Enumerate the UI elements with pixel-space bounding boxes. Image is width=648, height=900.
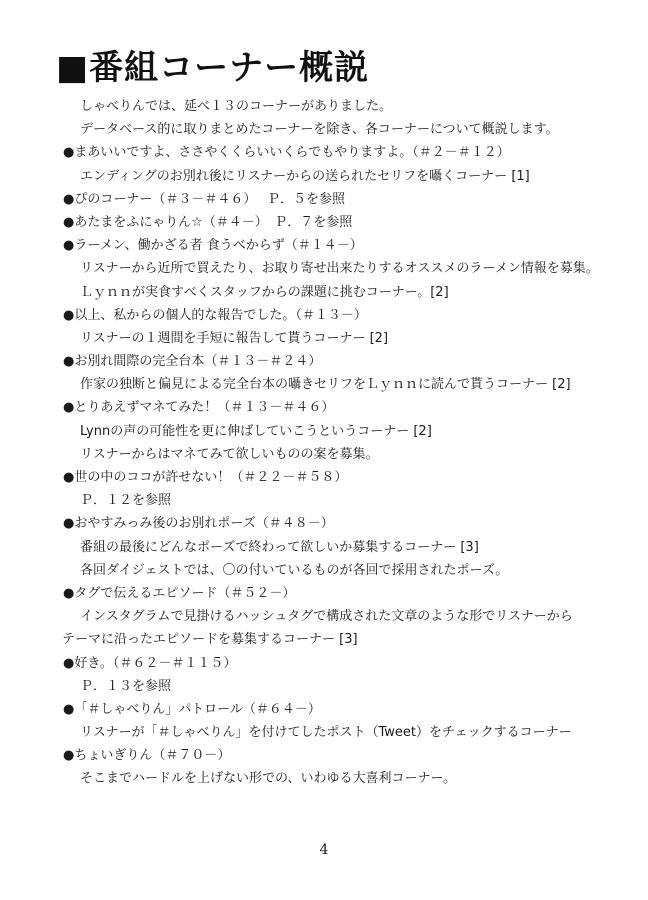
corner-title: ●ぴのコーナー（＃３－＃４６） Ｐ．５を参照: [63, 191, 345, 207]
corner-title: ●あたまをふにゃりん☆（＃４－） Ｐ．７を参照: [63, 214, 353, 230]
corner-description: インスタグラムで見掛けるハッシュタグで構成された文章のような形でリスナーから: [80, 609, 573, 625]
corner-description: リスナーが「＃しゃべりん」を付けてしたポスト（Tweet）をチェックするコーナー: [80, 725, 572, 741]
page-number: 4: [319, 842, 329, 858]
corner-title: ●ちょいぎりん（＃７０－）: [63, 748, 231, 764]
corner-title: ●おやすみっみ後のお別れポーズ（＃４８－）: [63, 516, 334, 532]
corner-description: Lynnの声の可能性を更に伸ばしていこうというコーナー [2]: [80, 423, 432, 439]
corner-title: ●世の中のココが許せない！（＃２２－＃５８）: [63, 470, 348, 485]
corner-description-continuation: テーマに沿ったエピソードを募集するコーナー [3]: [62, 632, 358, 648]
corner-title: ●お別れ間際の完全台本（＃１３－＃２４）: [63, 354, 322, 370]
corner-title: ●以上、私からの個人的な報告でした。（＃１３－）: [63, 307, 367, 323]
corner-description: Ｐ．１３を参照: [80, 678, 172, 694]
intro-line: しゃべりんでは、延べ１３のコーナーがありました。: [80, 99, 393, 114]
corner-title: ●「＃しゃべりん」パトロール（＃６４－）: [63, 701, 321, 717]
corner-title: ●タグで伝えるエピソード（＃５２－）: [63, 585, 296, 601]
corner-title: ●まあいいですよ、ささやくくらいいくらでもやりますよ。（＃２－＃１２）: [63, 145, 510, 161]
corner-description: 各回ダイジェストでは、〇の付いているものが各回で採用されたポーズ。: [80, 562, 509, 578]
corner-description: Ｐ．１２を参照: [80, 493, 172, 509]
corner-description: リスナーの１週間を手短に報告して貰うコーナー [2]: [80, 330, 389, 346]
corner-description: 作家の独断と偏見による完全台本の囁きセリフをＬｙｎｎに読んで貰うコーナー [2]: [80, 377, 571, 393]
corner-description: リスナーから近所で買えたり、お取り寄せ出来たりするオススメのラーメン情報を募集。: [80, 261, 599, 277]
corner-description: そこまでハードルを上げない形での、いわゆる大喜利コーナー。: [80, 771, 456, 787]
corner-list: [64, 95, 624, 791]
corner-title: ●とりあえずマネてみた！（＃１３－＃４６）: [63, 400, 335, 416]
page-title: ■番組コーナー概説: [56, 48, 370, 88]
corner-title: ●ラーメン、働かざる者 食うべからず（＃１４－）: [63, 238, 363, 254]
corner-description: 番組の最後にどんなポーズで終わって欲しいか募集するコーナー [3]: [80, 539, 479, 555]
corner-description: エンディングのお別れ後にリスナーからの送られたセリフを囁くコーナー [1]: [80, 168, 530, 184]
corner-description: リスナーからはマネてみて欲しいものの案を募集。: [80, 446, 379, 462]
intro-line: データベース的に取りまとめたコーナーを除き、各コーナーについて概説します。: [80, 122, 559, 138]
corner-title: ●好き。（＃６２－＃１１５）: [63, 655, 237, 671]
corner-description: Ｌｙｎｎが実食すべくスタッフからの課題に挑むコーナー。[2]: [80, 284, 449, 300]
